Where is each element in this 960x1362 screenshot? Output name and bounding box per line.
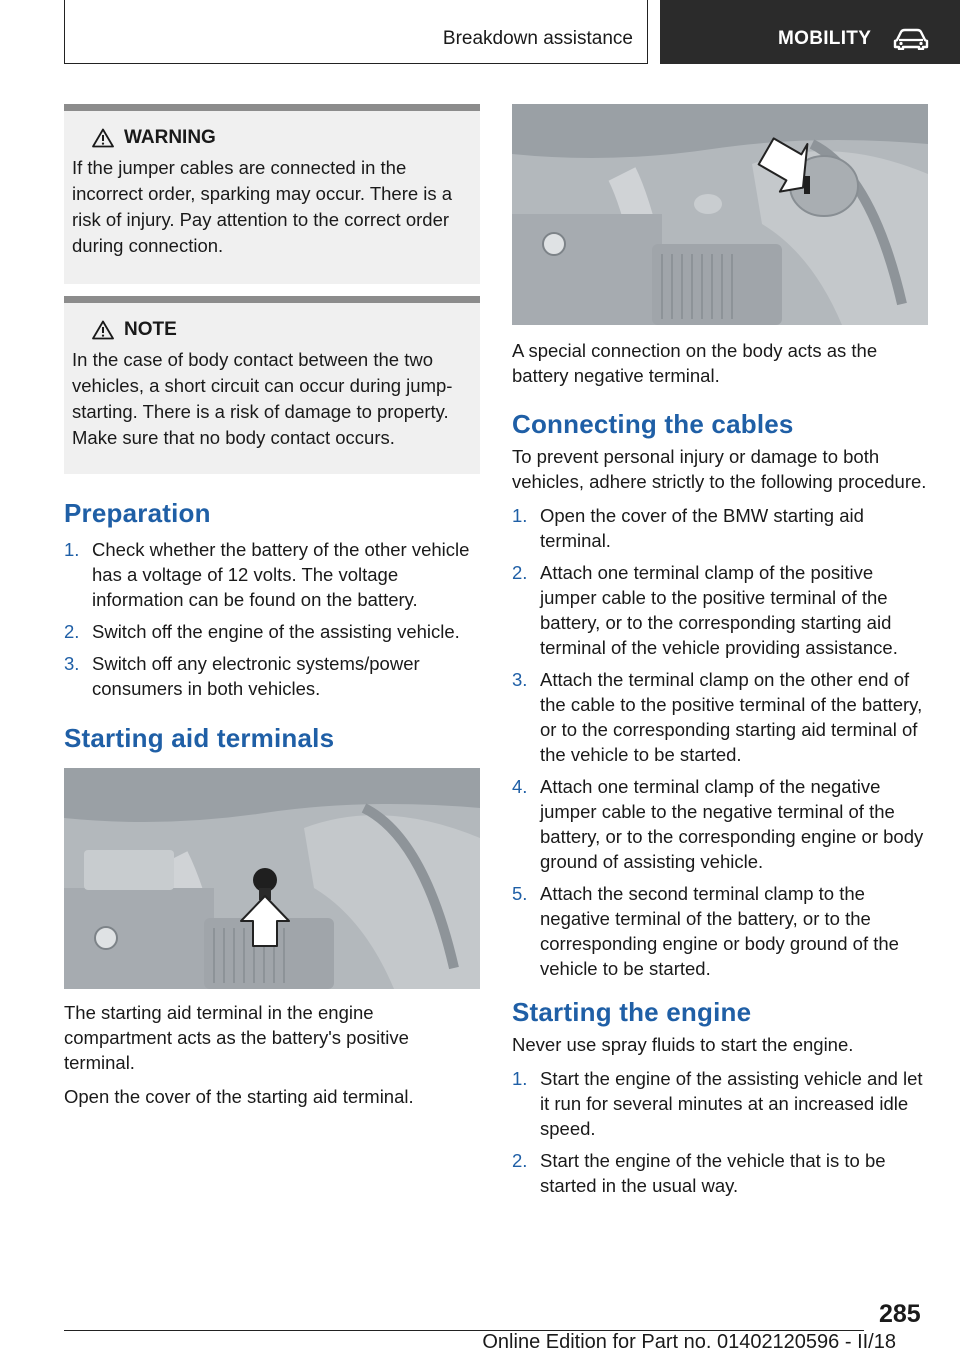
engine-photo-negative-terminal [512,104,928,325]
list-item: 1. Start the engine of the assisting vehicle and let it run for several minutes at an increased idle speed. [512,1068,923,1139]
note-label: NOTE [124,319,177,340]
list-item: 2. Start the engine of the vehicle that is to be started in the usual way. [512,1150,886,1196]
left-column [64,104,480,1109]
connecting-steps [512,503,928,981]
list-item: 2. Attach one terminal clamp of the positive jumper cable to the positive terminal of the battery, or to the corresponding starting aid terminal of the vehicle providing assistance. [512,562,898,658]
list-item: 2. Switch off the engine of the assisting vehicle. [64,621,460,642]
engine-compartment-illustration [64,768,480,989]
starting-engine-steps [512,1066,928,1198]
header-section-title: Breakdown assistance [442,28,633,49]
starting-aid-instruction: Open the cover of the starting aid terminal. [64,1086,414,1107]
car-icon [893,28,929,50]
page-number: 285 [879,1300,921,1328]
list-item: 4. Attach one terminal clamp of the negative jumper cable to the negative terminal of the battery, or to the corresponding engine or body ground of assisting vehicle. [512,776,924,872]
caution-icon [92,320,114,340]
list-item: 3. Attach the terminal clamp on the other end of the cable to the positive terminal of the battery, or to the corresponding starting aid terminal of the vehicle to be started. [512,669,923,765]
connecting-heading: Connecting the cables [512,409,794,439]
body-connection-caption: A special connection on the body acts as the battery negative terminal. [512,340,878,386]
warning-box [64,104,480,284]
header-chapter-tab [660,0,960,64]
note-title [92,319,472,341]
warning-text: If the jumper cables are connected in the incorrect order, sparking may occur. There is a risk of injury. Pay attention to the correct order during connection. [72,157,453,256]
list-item: 1. Check whether the battery of the other vehicle has a voltage of 12 volts. The voltage information can be found on the battery. [64,539,470,610]
list-item: 1. Open the cover of the BMW starting aid terminal. [512,505,864,551]
warning-icon [92,128,114,148]
list-item: 3. Switch off any electronic systems/power consumers in both vehicles. [64,653,420,699]
right-column [512,104,928,1205]
warning-title [92,127,472,149]
starting-engine-heading: Starting the engine [512,997,752,1027]
preparation-steps [64,537,480,701]
warning-label: WARNING [124,127,216,148]
starting-aid-heading: Starting aid terminals [64,723,335,753]
note-box [64,296,480,474]
body-ground-illustration [512,104,928,325]
engine-photo-positive-terminal [64,768,480,989]
connecting-intro: To prevent personal injury or damage to both vehicles, adhere strictly to the following procedure. [512,446,927,492]
header-section-tab [64,0,648,64]
note-text: In the case of body contact between the two vehicles, a short circuit can occur during jump-starting. There is a risk of damage to property. Make sure that no body contact occurs. [72,349,453,448]
header-chapter-title: MOBILITY [778,28,872,49]
preparation-heading: Preparation [64,498,211,528]
starting-engine-intro: Never use spray fluids to start the engine. [512,1034,854,1055]
list-item: 5. Attach the second terminal clamp to the negative terminal of the battery, or to the corresponding engine or body ground of the vehicle to be started. [512,883,899,979]
starting-aid-caption: The starting aid terminal in the engine compartment acts as the battery's positive terminal. [64,1002,409,1073]
footer-edition: Online Edition for Part no. 01402120596 - II/18 [482,1331,896,1353]
